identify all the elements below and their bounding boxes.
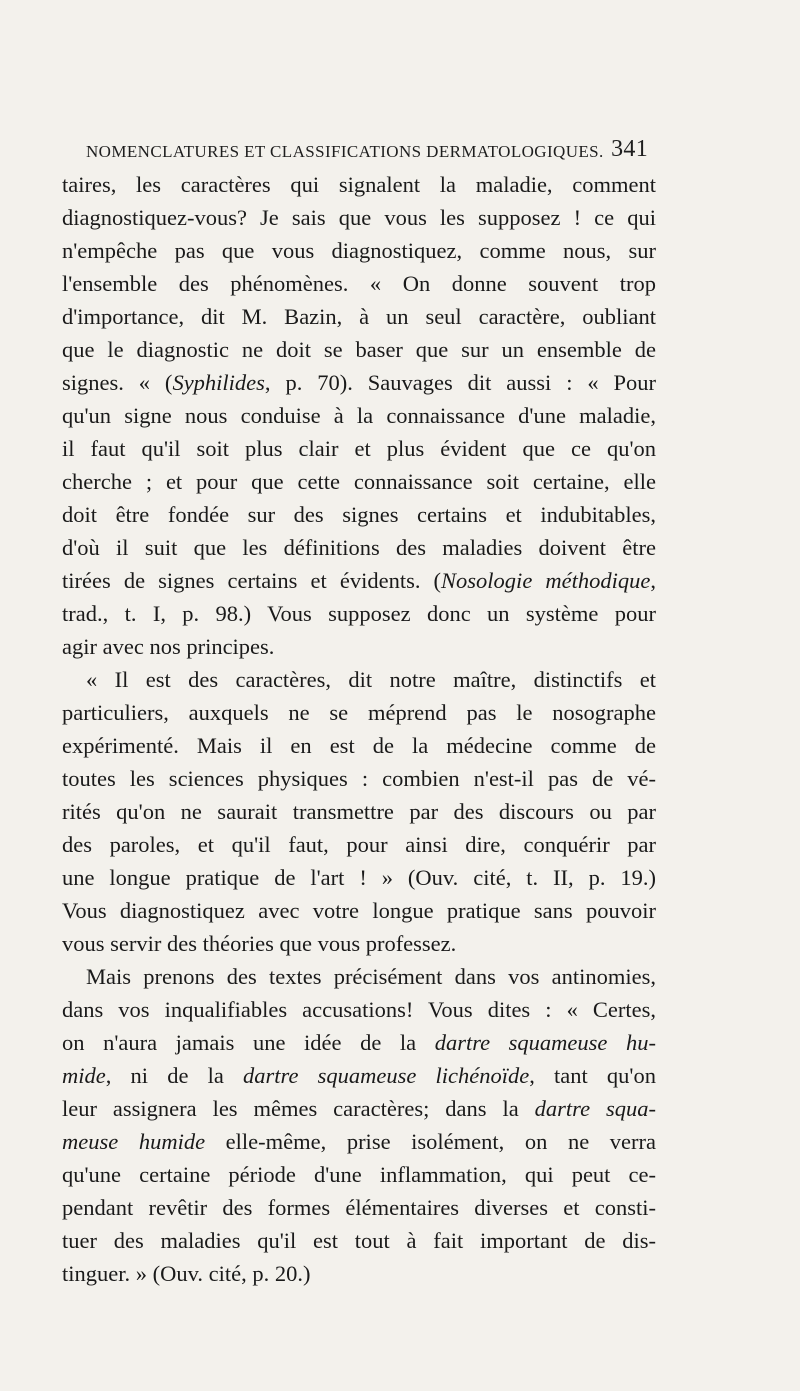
text-segment: leur assignera les mêmes caractères; dans la [62,1096,535,1121]
text-segment: dans vos inqualifiables accusations! Vous dites : « Certes, [62,997,656,1022]
running-title: NOMENCLATURES ET CLASSIFICATIONS DERMATOLOGIQUES. [86,142,604,161]
italic-text: meuse humide [62,1129,206,1154]
text-line [62,960,656,993]
page-number: 341 [611,136,648,162]
text-segment: « Il est des caractères, dit notre maître, distinctifs et [86,667,656,692]
text-line [62,1158,656,1191]
text-segment: signes. « ( [62,370,173,395]
text-line [62,234,656,267]
text-segment: Mais prenons des textes précisément dans vos antinomies, [86,964,656,989]
text-segment: doit être fondée sur des signes certains et indubitables, [62,502,656,527]
text-segment: , [650,568,656,593]
text-line [62,168,656,201]
running-header [62,130,656,168]
text-segment: l'ensemble des phénomènes. « On donne souvent trop [62,271,656,296]
italic-text: dartre squameuse lichénoïde [243,1063,530,1088]
text-line [62,300,656,333]
text-segment: qu'une certaine période d'une inflammation, qui peut ce- [62,1162,656,1187]
text-line [62,366,656,399]
text-segment: que le diagnostic ne doit se baser que sur un ensemble de [62,337,656,362]
text-segment: , ni de la [105,1063,244,1088]
italic-text: mide [62,1063,106,1088]
text-segment: tuer des maladies qu'il est tout à fait important de dis- [62,1228,656,1253]
text-segment: d'où il suit que les définitions des maladies doivent être [62,535,656,560]
text-line [62,927,656,960]
text-segment: d'importance, dit M. Bazin, à un seul caractère, oubliant [62,304,656,329]
text-line [62,564,656,597]
italic-text: dartre squameuse hu- [434,1030,656,1055]
text-line [62,894,656,927]
italic-text: Syphilides [172,370,265,395]
text-segment: pendant revêtir des formes élémentaires diverses et consti- [62,1195,656,1220]
text-line [62,630,656,663]
text-line [62,333,656,366]
text-segment: particuliers, auxquels ne se méprend pas le nosographe [62,700,656,725]
text-line [62,432,656,465]
text-line [62,861,656,894]
text-segment: tirées de signes certains et évidents. ( [62,568,442,593]
text-segment: rités qu'on ne saurait transmettre par des discours ou par [62,799,656,824]
text-segment: n'empêche pas que vous diagnostiquez, comme nous, sur [62,238,656,263]
text-segment: expérimenté. Mais il en est de la médecine comme de [62,733,656,758]
text-line [62,597,656,630]
text-segment: Vous diagnostiquez avec votre longue pratique sans pouvoir [62,898,656,923]
text-line [62,531,656,564]
text-line [62,1191,656,1224]
text-segment: , p. 70). Sauvages dit aussi : « Pour [264,370,657,395]
text-line [62,1092,656,1125]
text-segment: tinguer. » (Ouv. cité, p. 20.) [62,1261,311,1286]
text-segment: qu'un signe nous conduise à la connaissance d'une maladie, [62,403,656,428]
text-line [62,1026,656,1059]
text-segment: diagnostiquez-vous? Je sais que vous les supposez ! ce qui [62,205,656,230]
text-line [62,1059,656,1092]
text-line [62,696,656,729]
text-line [62,1257,656,1290]
italic-text: dartre squa- [534,1096,656,1121]
text-segment: taires, les caractères qui signalent la maladie, comment [62,172,656,197]
text-segment: une longue pratique de l'art ! » (Ouv. cité, t. II, p. 19.) [62,865,656,890]
text-segment: toutes les sciences physiques : combien n'est-il pas de vé- [62,766,656,791]
text-line [62,828,656,861]
text-segment: des paroles, et qu'il faut, pour ainsi dire, conquérir par [62,832,656,857]
text-line [62,399,656,432]
body-text [62,168,656,1290]
text-segment: , tant qu'on [529,1063,656,1088]
text-line [62,1125,656,1158]
text-line [62,795,656,828]
italic-text: Nosologie méthodique [441,568,651,593]
text-line [62,267,656,300]
text-segment: elle-même, prise isolément, on ne verra [205,1129,656,1154]
text-segment: agir avec nos principes. [62,634,275,659]
text-segment: on n'aura jamais une idée de la [62,1030,435,1055]
text-segment: trad., t. I, p. 98.) Vous supposez donc un système pour [62,601,656,626]
text-line [62,663,656,696]
text-segment: vous servir des théories que vous professez. [62,931,457,956]
text-line [62,498,656,531]
text-line [62,762,656,795]
text-line [62,993,656,1026]
text-line [62,1224,656,1257]
text-segment: cherche ; et pour que cette connaissance soit certaine, elle [62,469,656,494]
text-line [62,465,656,498]
text-line [62,729,656,762]
text-segment: il faut qu'il soit plus clair et plus évident que ce qu'on [62,436,656,461]
text-line [62,201,656,234]
book-page [62,130,656,1290]
